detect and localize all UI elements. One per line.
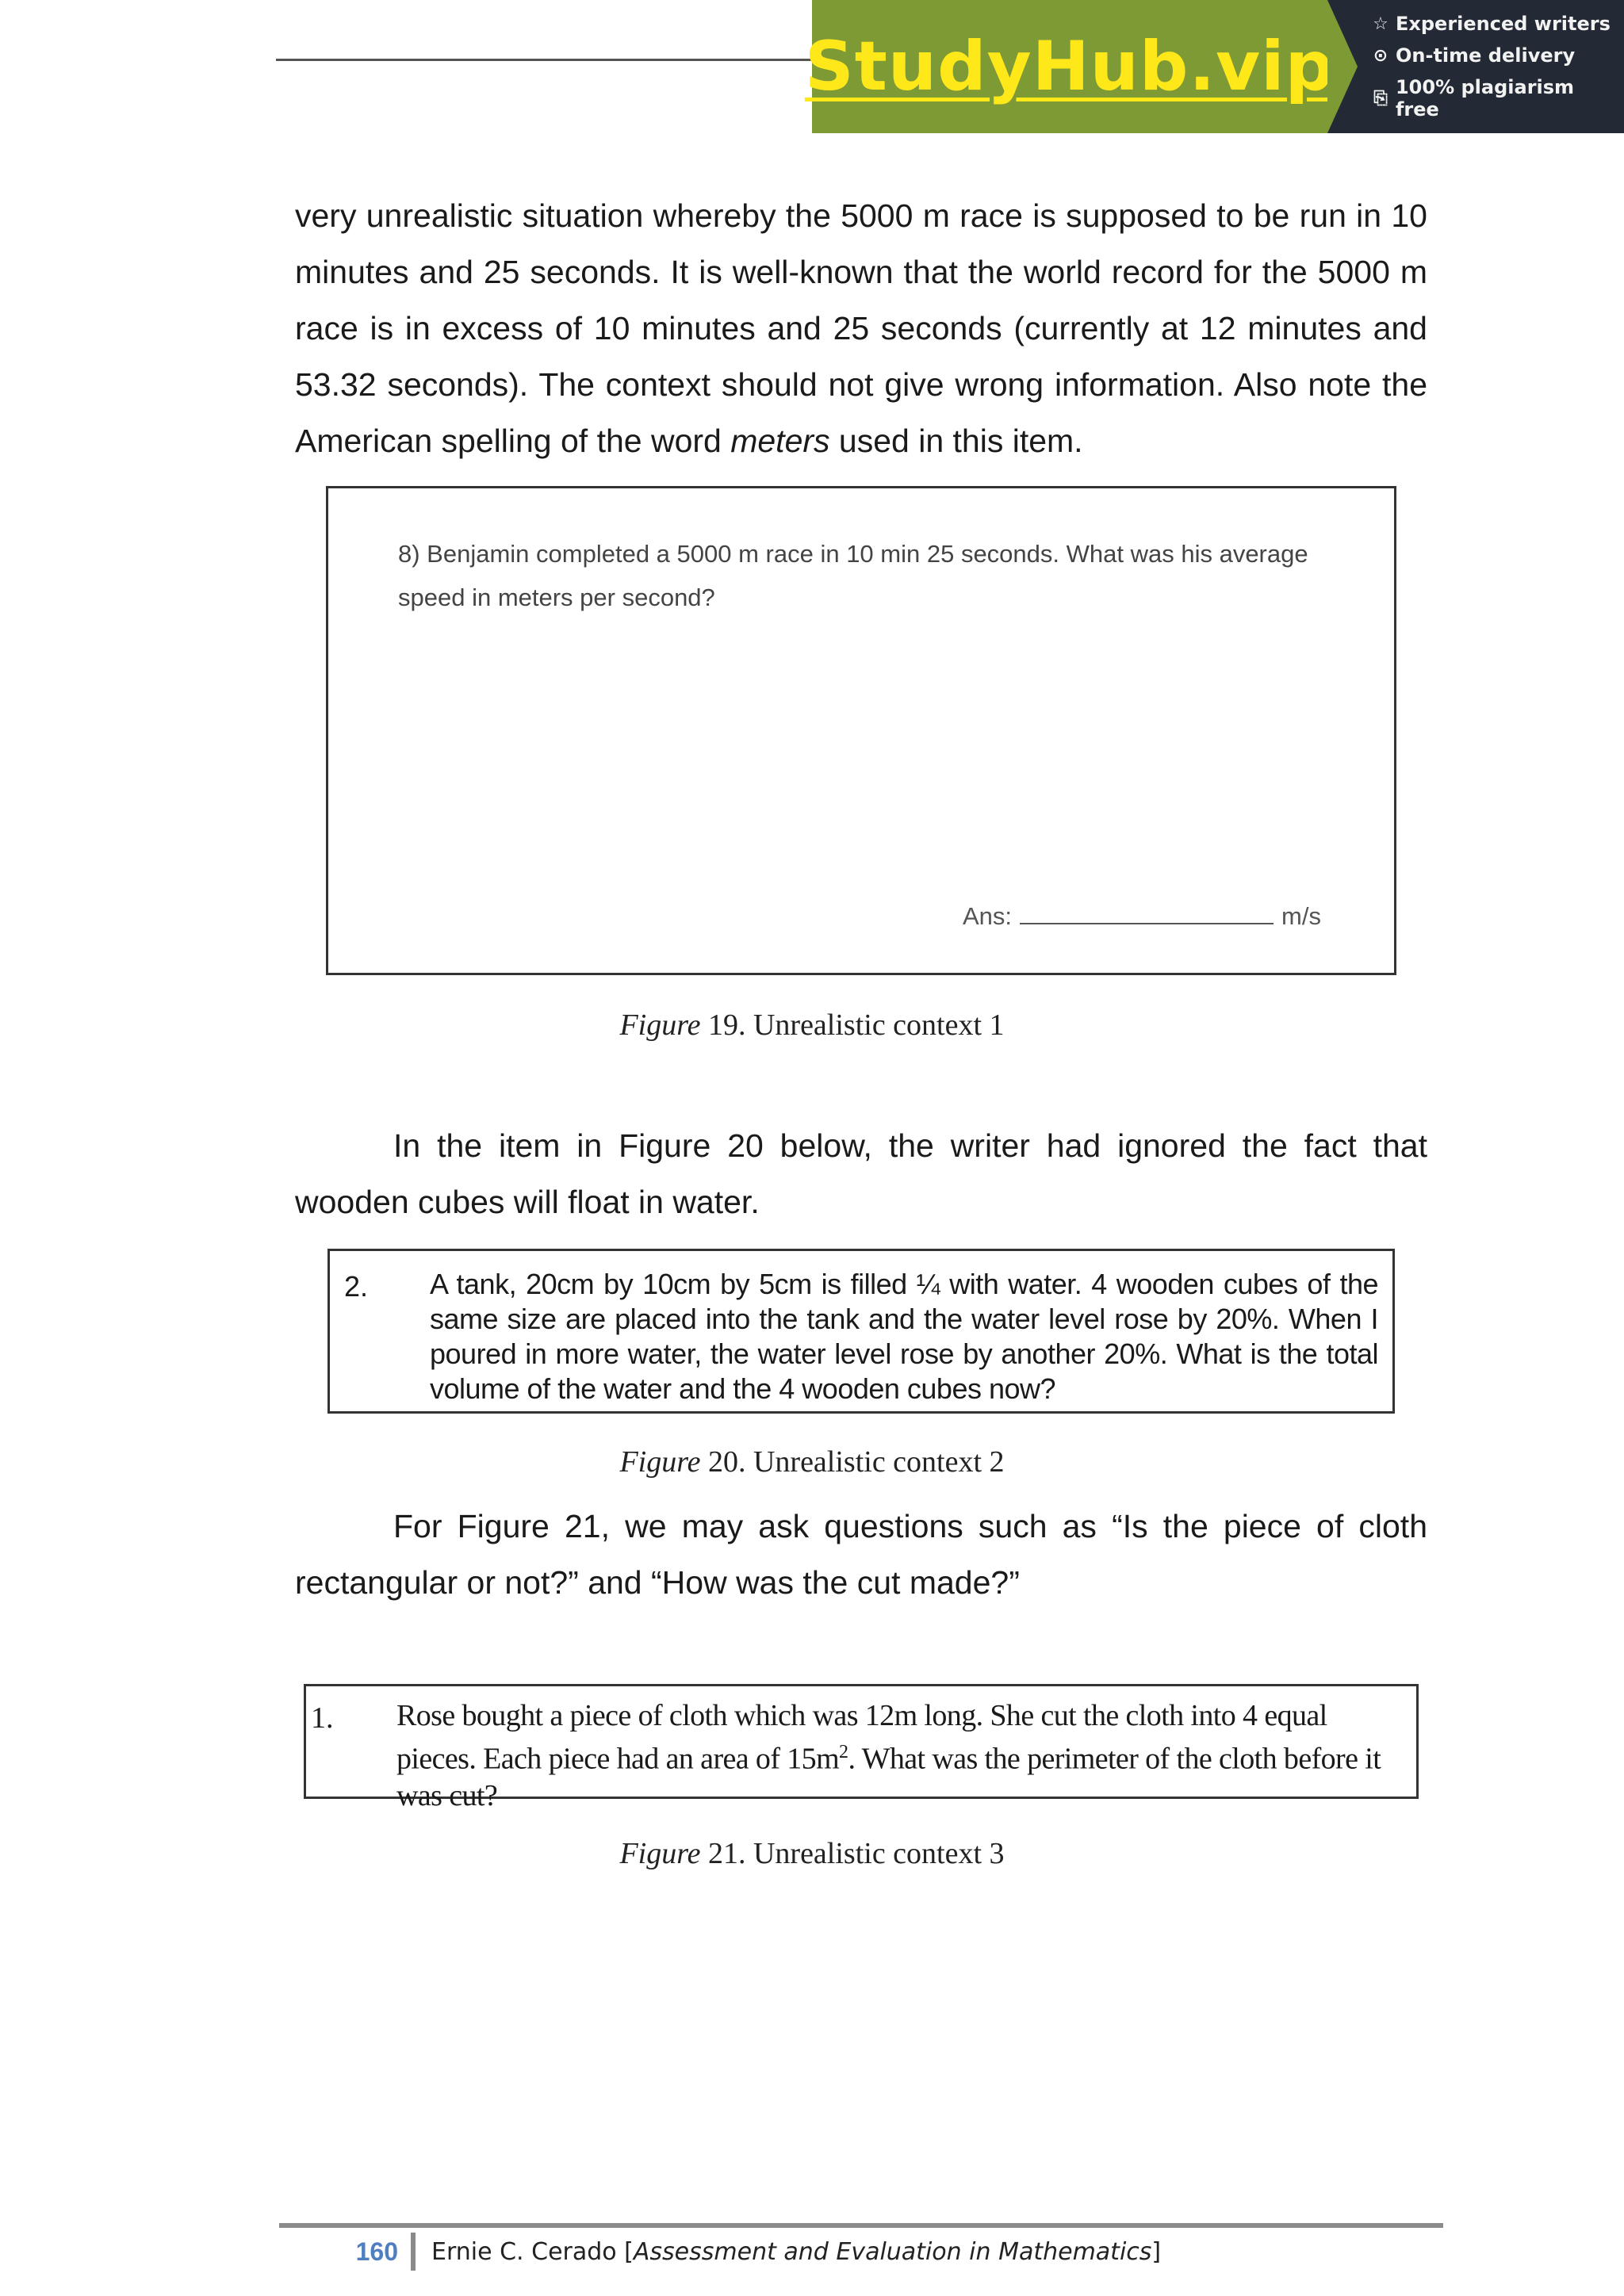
page-footer — [279, 2228, 1161, 2275]
caption-figure-word: Figure — [619, 1008, 701, 1042]
studyhub-banner[interactable] — [804, 0, 1624, 133]
footer-bracket: ] — [1151, 2237, 1162, 2266]
copy-icon: ⎘ — [1373, 88, 1388, 109]
star-icon: ☆ — [1373, 13, 1388, 34]
superscript: 2 — [839, 1742, 848, 1762]
header-rule — [276, 59, 815, 61]
figure-21-question — [396, 1697, 1408, 1814]
caption-figure-word: Figure — [619, 1837, 701, 1870]
feature-on-time-delivery — [1372, 44, 1624, 67]
feature-experienced-writers — [1372, 13, 1624, 35]
figure-20-question: A tank, 20cm by 10cm by 5cm is filled ¼ with water. 4 wooden cubes of the same size are placed into the tank and the water level rose by 20%. When I poured in more water, the water level rose by another 20%. What is the total volume of the water and the 4 wooden cubes now? — [430, 1268, 1378, 1405]
page-number: 160 — [355, 2237, 398, 2266]
figure-19-caption — [0, 1008, 1624, 1043]
banner-features — [1327, 0, 1624, 133]
paragraph-text: In the item in Figure 20 below, the writer had ignored the fact that wooden cubes will float in water. — [295, 1127, 1427, 1220]
feature-plagiarism-free — [1372, 76, 1624, 121]
feature-label: On-time delivery — [1396, 44, 1576, 67]
paragraph-text: very unrealistic situation whereby the 5000 m race is supposed to be run in 10 minutes and 25 seconds. It is well-known that the world record for the 5000 m race is in excess of 10 minutes and 25 seconds (currently at 12 minutes and 53.32 seconds). The context should not give wrong information. Also note the American spelling of the word — [295, 197, 1427, 459]
caption-figure-word: Figure — [619, 1445, 701, 1479]
figure-21-box — [304, 1684, 1419, 1812]
figure-21-caption — [0, 1836, 1624, 1871]
caption-text: 20. Unrealistic context 2 — [700, 1445, 1005, 1479]
feature-label: 100% plagiarism free — [1395, 76, 1575, 121]
footer-citation — [416, 2238, 1161, 2266]
brand-logo[interactable]: StudyHub.vip — [804, 27, 1335, 106]
figure-20-box — [327, 1249, 1395, 1414]
figure-20-item-number: 2. — [344, 1270, 369, 1303]
emphasis-meters: meters — [730, 423, 830, 459]
banner-logo-area[interactable] — [804, 0, 1335, 133]
figure-21-item-number: 1. — [311, 1701, 334, 1735]
caption-text: 19. Unrealistic context 1 — [700, 1008, 1005, 1042]
paragraph-text: used in this item. — [829, 423, 1083, 459]
answer-label: Ans: — [963, 902, 1013, 930]
answer-blank — [1020, 922, 1274, 924]
clock-icon: ⊙ — [1373, 45, 1388, 66]
figure-19-box — [326, 486, 1396, 975]
body-paragraph-1 — [295, 188, 1427, 469]
paragraph-text: For Figure 21, we may ask questions such as “Is the piece of cloth rectangular or not?” and “How was the cut made?” — [295, 1508, 1427, 1601]
answer-unit: m/s — [1281, 902, 1321, 930]
body-paragraph-2 — [295, 1118, 1427, 1230]
footer-book-title: Assessment and Evaluation in Mathematics — [633, 2237, 1152, 2266]
footer-author: Ernie C. Cerado [ — [431, 2237, 634, 2266]
figure-20-caption — [0, 1445, 1624, 1479]
figure-19-question: 8) Benjamin completed a 5000 m race in 10 min 25 seconds. What was his average speed in meters per second? — [398, 540, 1308, 611]
question-text: Rose bought a piece of cloth which was 12m long. She cut the cloth into 4 equal pieces. Each piece had an area of 15m — [396, 1699, 1327, 1776]
figure-19-answer-line — [963, 902, 1321, 931]
body-paragraph-3 — [295, 1498, 1427, 1611]
caption-text: 21. Unrealistic context 3 — [700, 1837, 1005, 1870]
feature-label: Experienced writers — [1396, 13, 1611, 35]
question-text: . What was the perimeter of the cloth before it was cut? — [396, 1742, 1381, 1812]
